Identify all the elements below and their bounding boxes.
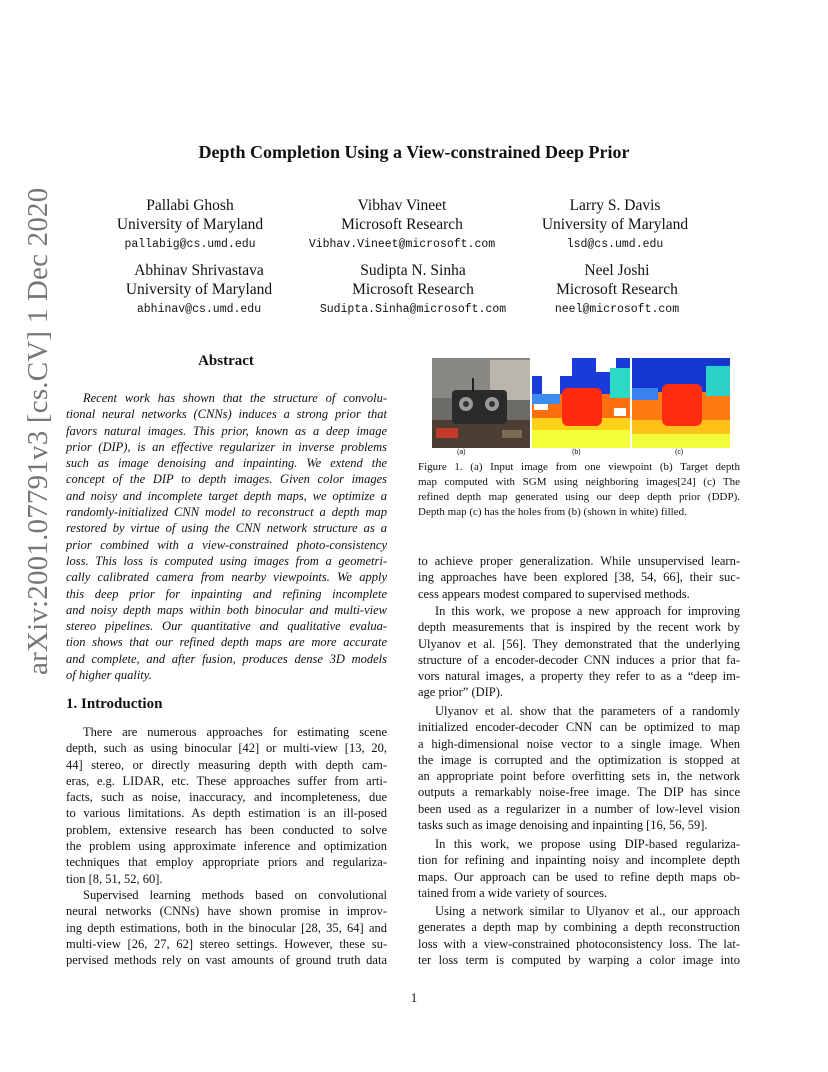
text-line: ing depth estimations, both in the binocular [28, 35, 64] and bbox=[66, 920, 387, 935]
intro-paragraph-2 bbox=[66, 887, 387, 968]
author-affiliation: Microsoft Research bbox=[352, 281, 474, 298]
text-line: stereo pipelines. Our quantitative and qualitative evalua- bbox=[66, 619, 387, 634]
text-line: map computed with SGM using neighboring images[24] (c) The bbox=[418, 476, 740, 488]
text-line: cess appears modest compared to supervised methods. bbox=[418, 586, 690, 601]
text-line: of higher quality. bbox=[66, 668, 152, 683]
text-line: prior (DIP), is an effective regularizer in inverse problems bbox=[66, 439, 387, 454]
text-line: tained from a wide variety of sources. bbox=[418, 885, 608, 900]
text-line: and noisy depth maps within both binocular and multi-view bbox=[66, 602, 387, 617]
text-line: to various limitations. As depth estimation is an ill-posed bbox=[66, 806, 387, 821]
text-line: facts, such as noise, inaccuracy, and incompleteness, due bbox=[66, 790, 387, 805]
author-block-1 bbox=[75, 196, 305, 256]
text-line: such as image denoising and inpainting. We extend the bbox=[66, 456, 387, 471]
author-block-5 bbox=[298, 261, 528, 321]
text-line: initialized encoder-decoder CNN can be optimized to map bbox=[418, 720, 740, 735]
text-line: maps. Our approach can be used to refine depth maps ob- bbox=[418, 869, 740, 884]
text-line: loss. This loss is computed using images from a geometri- bbox=[66, 553, 387, 568]
text-line: problem, extensive research has been conducted to solve bbox=[66, 822, 387, 837]
text-line: vors natural images, a property they refer to as a “deep im- bbox=[418, 669, 740, 684]
text-line: In this work, we propose using DIP-based regulariza- bbox=[435, 837, 740, 851]
text-line: randomly-initialized CNN model to reconstruct a depth map bbox=[66, 505, 387, 520]
figure-label-a: (a) bbox=[457, 449, 466, 456]
text-line: concept of the DIP to depth images. Given color images bbox=[66, 472, 387, 487]
text-line: depth measurements that is inspired by the recent work by bbox=[418, 620, 740, 635]
figure-1-caption bbox=[418, 460, 740, 520]
text-line: eras, e.g. LIDAR, etc. These approaches suffer from arti- bbox=[66, 773, 387, 788]
right-paragraph-2 bbox=[418, 603, 740, 701]
author-block-2 bbox=[287, 196, 517, 256]
author-name: Sudipta N. Sinha bbox=[360, 262, 466, 279]
author-name: Abhinav Shrivastava bbox=[134, 262, 264, 279]
arxiv-id-text: arXiv:2001.07791v3 [cs.CV] 1 Dec 2020 bbox=[22, 187, 54, 675]
text-line: neural networks (CNNs) have shown promise in improv- bbox=[66, 904, 387, 919]
text-line: Depth map (c) has the holes from (b) (shown in white) filled. bbox=[418, 506, 687, 518]
author-email[interactable]: lsd@cs.umd.edu bbox=[566, 238, 664, 251]
author-affiliation: Microsoft Research bbox=[341, 216, 463, 233]
abstract-body bbox=[66, 390, 387, 683]
intro-paragraph-1 bbox=[66, 724, 387, 887]
author-name: Vibhav Vineet bbox=[357, 197, 447, 214]
text-line: cally calibrated camera from nearby viewpoints. We apply bbox=[66, 570, 387, 585]
text-line: and noisy and incomplete target depth maps, we optimize a bbox=[66, 488, 387, 503]
text-line: structure of a encoder-decoder CNN induces a prior that fa- bbox=[418, 652, 740, 667]
text-line: Using a network similar to Ulyanov et al., our approach bbox=[435, 904, 740, 918]
author-block-3 bbox=[500, 196, 730, 256]
figure-panel-a-image bbox=[432, 358, 530, 448]
text-line: the problem using approximate inference and optimization bbox=[66, 839, 387, 854]
abstract-heading: Abstract bbox=[198, 353, 254, 369]
text-line: favors natural images. This prior, known as a deep image bbox=[66, 423, 387, 438]
figure-label-c: (c) bbox=[675, 449, 684, 456]
text-line: pervised methods rely on vast amounts of ground truth data bbox=[66, 953, 387, 968]
text-line: restored by virtue of using the CNN network structure as a bbox=[66, 521, 387, 536]
author-name: Pallabi Ghosh bbox=[146, 197, 234, 214]
text-line: In this work, we propose a new approach for improving bbox=[435, 604, 740, 618]
text-line: depth, such as using binocular [42] or multi-view [13, 20, bbox=[66, 741, 387, 756]
right-paragraph-4 bbox=[418, 836, 740, 901]
text-line: Recent work has shown that the structure of convolu- bbox=[83, 391, 387, 405]
text-line: this deep prior for inpainting and refining incomplete bbox=[66, 586, 387, 601]
figure-panel-c-image bbox=[632, 358, 730, 448]
author-name: Larry S. Davis bbox=[569, 197, 661, 214]
author-name: Neel Joshi bbox=[584, 262, 650, 279]
right-paragraph-5 bbox=[418, 903, 740, 968]
author-email[interactable]: neel@microsoft.com bbox=[554, 303, 680, 316]
author-affiliation: University of Maryland bbox=[116, 216, 264, 233]
page-number: 1 bbox=[410, 990, 418, 1005]
text-line: tion [8, 51, 52, 60]. bbox=[66, 871, 163, 886]
author-affiliation: University of Maryland bbox=[125, 281, 273, 298]
text-line: outputs a remarkably noise-free image. The DIP has since bbox=[418, 785, 740, 800]
text-line: the image is corrupted and the optimization is stopped at bbox=[418, 752, 740, 767]
right-paragraph-1 bbox=[418, 553, 740, 602]
text-line: a high-dimensional noise vector to a single image. When bbox=[418, 736, 740, 751]
text-line: prior combined with a view-constrained photo-consistency bbox=[66, 537, 387, 552]
text-line: and complete, and after fusion, produces dense 3D models bbox=[66, 651, 387, 666]
author-email[interactable]: pallabig@cs.umd.edu bbox=[124, 238, 256, 251]
text-line: tional neural networks (CNNs) induces a strong prior that bbox=[66, 407, 387, 422]
text-line: loss with a view-constrained photoconsistency loss. The lat- bbox=[418, 936, 740, 951]
text-line: Supervised learning methods based on convolutional bbox=[83, 888, 387, 902]
text-line: an appropriate point before overfitting sets in, the network bbox=[418, 769, 740, 784]
text-line: techniques that employ appropriate priors and regulariza- bbox=[66, 855, 387, 870]
figure-label-b: (b) bbox=[572, 449, 581, 456]
text-line: tion for refining and inpainting noisy and incomplete depth bbox=[418, 853, 740, 868]
author-block-6 bbox=[502, 261, 732, 321]
author-email[interactable]: Sudipta.Sinha@microsoft.com bbox=[319, 303, 507, 316]
text-line: There are numerous approaches for estimating scene bbox=[83, 725, 387, 739]
text-line: Figure 1. (a) Input image from one viewpoint (b) Target depth bbox=[418, 461, 740, 473]
text-line: 44] stereo, or directly measuring depth with depth cam- bbox=[66, 757, 387, 772]
figure-panel-b-image bbox=[532, 358, 630, 448]
author-affiliation: Microsoft Research bbox=[556, 281, 678, 298]
right-paragraph-3 bbox=[418, 703, 740, 833]
text-line: to achieve proper generalization. While unsupervised learn- bbox=[418, 554, 740, 568]
introduction-heading: 1. Introduction bbox=[66, 696, 163, 712]
text-line: Ulyanov et al. [56]. They demonstrated that the underlying bbox=[418, 636, 740, 651]
author-email[interactable]: Vibhav.Vineet@microsoft.com bbox=[308, 238, 496, 251]
text-line: tion shows that our refined depth maps are more accurate bbox=[66, 635, 387, 650]
author-affiliation: University of Maryland bbox=[541, 216, 689, 233]
text-line: multi-view [26, 27, 62] stereo settings. However, these su- bbox=[66, 936, 387, 951]
text-line: age prior” (DIP). bbox=[418, 685, 504, 700]
paper-title: Depth Completion Using a View-constrained Deep Prior bbox=[198, 142, 630, 162]
author-email[interactable]: abhinav@cs.umd.edu bbox=[136, 303, 262, 316]
text-line: ing approaches have been explored [38, 54, 66], their suc- bbox=[418, 570, 740, 585]
text-line: refined depth map generated using our deep depth prior (DDP). bbox=[418, 491, 740, 503]
text-line: been used as a regularizer in a number of low-level vision bbox=[418, 801, 740, 816]
text-line: ter loss term is computed by warping a color image into bbox=[418, 952, 740, 967]
figure-1 bbox=[432, 358, 740, 456]
text-line: tasks such as image denoising and inpainting [16, 56, 59]. bbox=[418, 818, 708, 833]
text-line: generates a depth map by combining a depth reconstruction bbox=[418, 920, 740, 935]
author-block-4 bbox=[84, 261, 314, 321]
text-line: Ulyanov et al. show that the parameters of a randomly bbox=[435, 704, 740, 718]
